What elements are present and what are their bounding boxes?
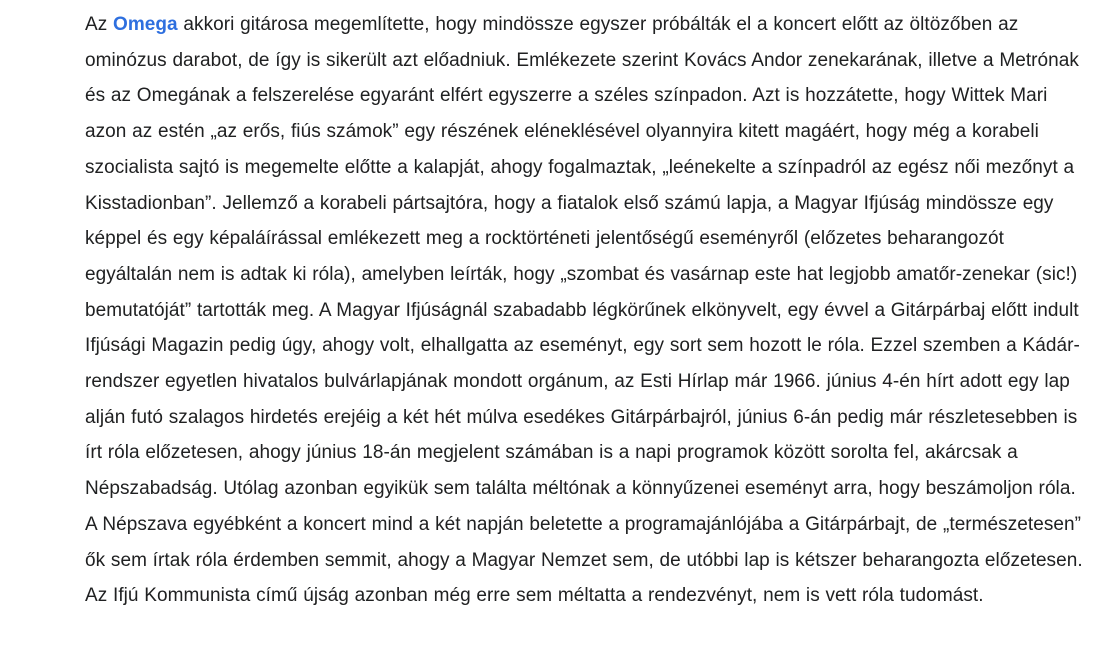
article-paragraph xyxy=(85,7,1088,614)
paragraph-text-after-link: akkori gitárosa megemlítette, hogy mindössze egyszer próbálták el a koncert előtt az öltözőben az ominózus darabot, de így is sikerült azt előadniuk. Emlékezete szerint Kovács Andor zenekarának, illetve a Metrónak és az Omegának a felszerelése egyaránt elfért egyszerre a széles színpadon. Azt is hozzátette, hogy Wittek Mari azon az estén „az erős, fiús számok” egy részének eléneklésével olyannyira kitett magáért, hogy még a korabeli szocialista sajtó is megemelte előtte a kalapját, ahogy fogalmaztak, „leénekelte a színpadról az egész női mezőnyt a Kisstadionban”. Jellemző a korabeli pártsajtóra, hogy a fiatalok első számú lapja, a Magyar Ifjúság mindössze egy képpel és egy képaláírással emlékezett meg a rocktörténeti jelentőségű eseményről (előzetes beharangozót egyáltalán nem is adtak ki róla), amelyben leírták, hogy „szombat és vasárnap este hat legjobb amatőr-zenekar (sic!) bemutatóját” tartották meg. A Magyar Ifjúságnál szabadabb légkörűnek elkönyvelt, egy évvel a Gitárpárbaj előtt indult Ifjúsági Magazin pedig úgy, ahogy volt, elhallgatta az eseményt, egy sort sem hozott le róla. Ezzel szemben a Kádár-rendszer egyetlen hivatalos bulvárlapjának mondott orgánum, az Esti Hírlap már 1966. június 4-én hírt adott egy lap alján futó szalagos hirdetés erejéig a két hét múlva esedékes Gitárpárbajról, június 6-án pedig már részletesebben is írt róla előzetesen, ahogy június 18-án megjelent számában is a napi programok között sorolta fel, akárcsak a Népszabadság. Utólag azonban egyikük sem találta méltónak a könnyűzenei eseményt arra, hogy beszámoljon róla. A Népszava egyébként a koncert mind a két napján beletette a programajánlójába a Gitárpárbajt, de „természetesen” ők sem írtak róla érdemben semmit, ahogy a Magyar Nemzet sem, de utóbbi lap is kétszer beharangozta előzetesen. Az Ifjú Kommunista című újság azonban még erre sem méltatta a rendezvényt, nem is vett róla tudomást. xyxy=(85,14,1083,607)
paragraph-text-before-link: Az xyxy=(85,14,114,35)
omega-link[interactable]: Omega xyxy=(113,14,178,35)
